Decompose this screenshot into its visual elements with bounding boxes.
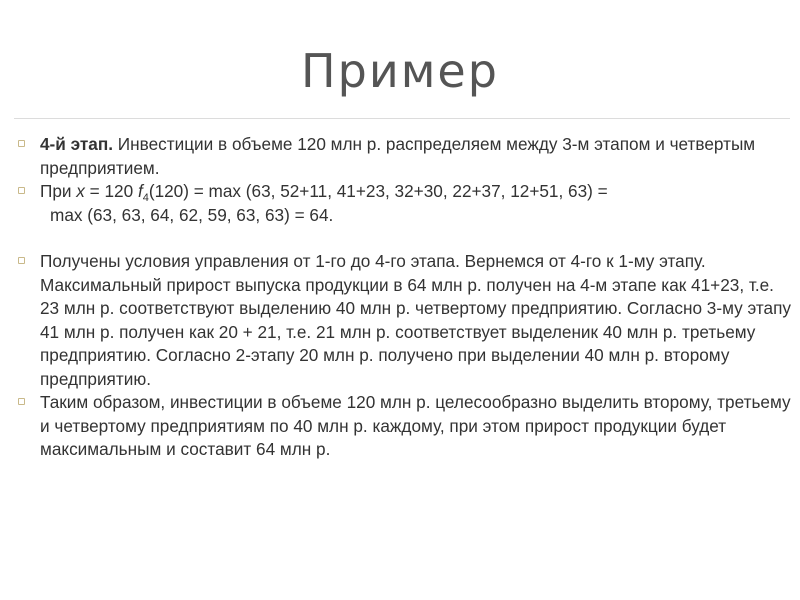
formula-eq: = 120 [84, 181, 138, 201]
backtrack-text: Получены условия управления от 1-го до 4-го этапа. Вернемся от 4-го к 1-му этапу. Максимальный прирост выпуска продукции в 64 млн р. получен на 4-м этапе как 41+23, т.е. 23 млн р. соответствуют выделению 40 млн р. четвертому предприятию. Согласно 3-му этапу 41 млн р. получен как 20 + 21, т.е. 21 млн р. соответствует выделеник 40 млн р. третьему предприятию. Согласно 2-этапу 20 млн р. получено при выделении 40 млн р. второму предприятию. [40, 251, 791, 389]
bullet-item-backtrack [14, 250, 794, 391]
bullet-item-stage4 [14, 133, 794, 180]
square-bullet-icon [18, 140, 25, 147]
square-bullet-icon [18, 257, 25, 264]
formula-var-x: x [76, 181, 85, 201]
square-bullet-icon [18, 398, 25, 405]
slide-title: Пример [301, 44, 499, 98]
formula-func: f [137, 181, 143, 201]
title-divider [14, 118, 790, 119]
conclusion-text: Таким образом, инвестиции в объеме 120 млн р. целесообразно выделить второму, третьему и четвертому предприятиям по 40 млн р. каждому, при этом прирост продукции будет максимальным и составит 64 млн р. [40, 392, 791, 459]
stage-label: 4-й этап. [40, 134, 114, 154]
paragraph-gap [14, 227, 794, 250]
bullet-item-formula [14, 180, 794, 204]
formula-subscript: 4 [142, 192, 149, 204]
stage-text: Инвестиции в объеме 120 млн р. распределяем между 3-м этапом и четвертым предприятием. [40, 134, 756, 178]
formula-prefix: При [40, 181, 77, 201]
slide-body [14, 133, 794, 462]
formula-line-2: max (63, 63, 64, 62, 59, 63, 63) = 64. [50, 204, 334, 225]
formula-rest: (120) = max (63, 52+11, 41+23, 32+30, 22+37, 12+51, 63) = [148, 181, 608, 201]
bullet-item-conclusion [14, 391, 794, 462]
square-bullet-icon [18, 187, 25, 194]
